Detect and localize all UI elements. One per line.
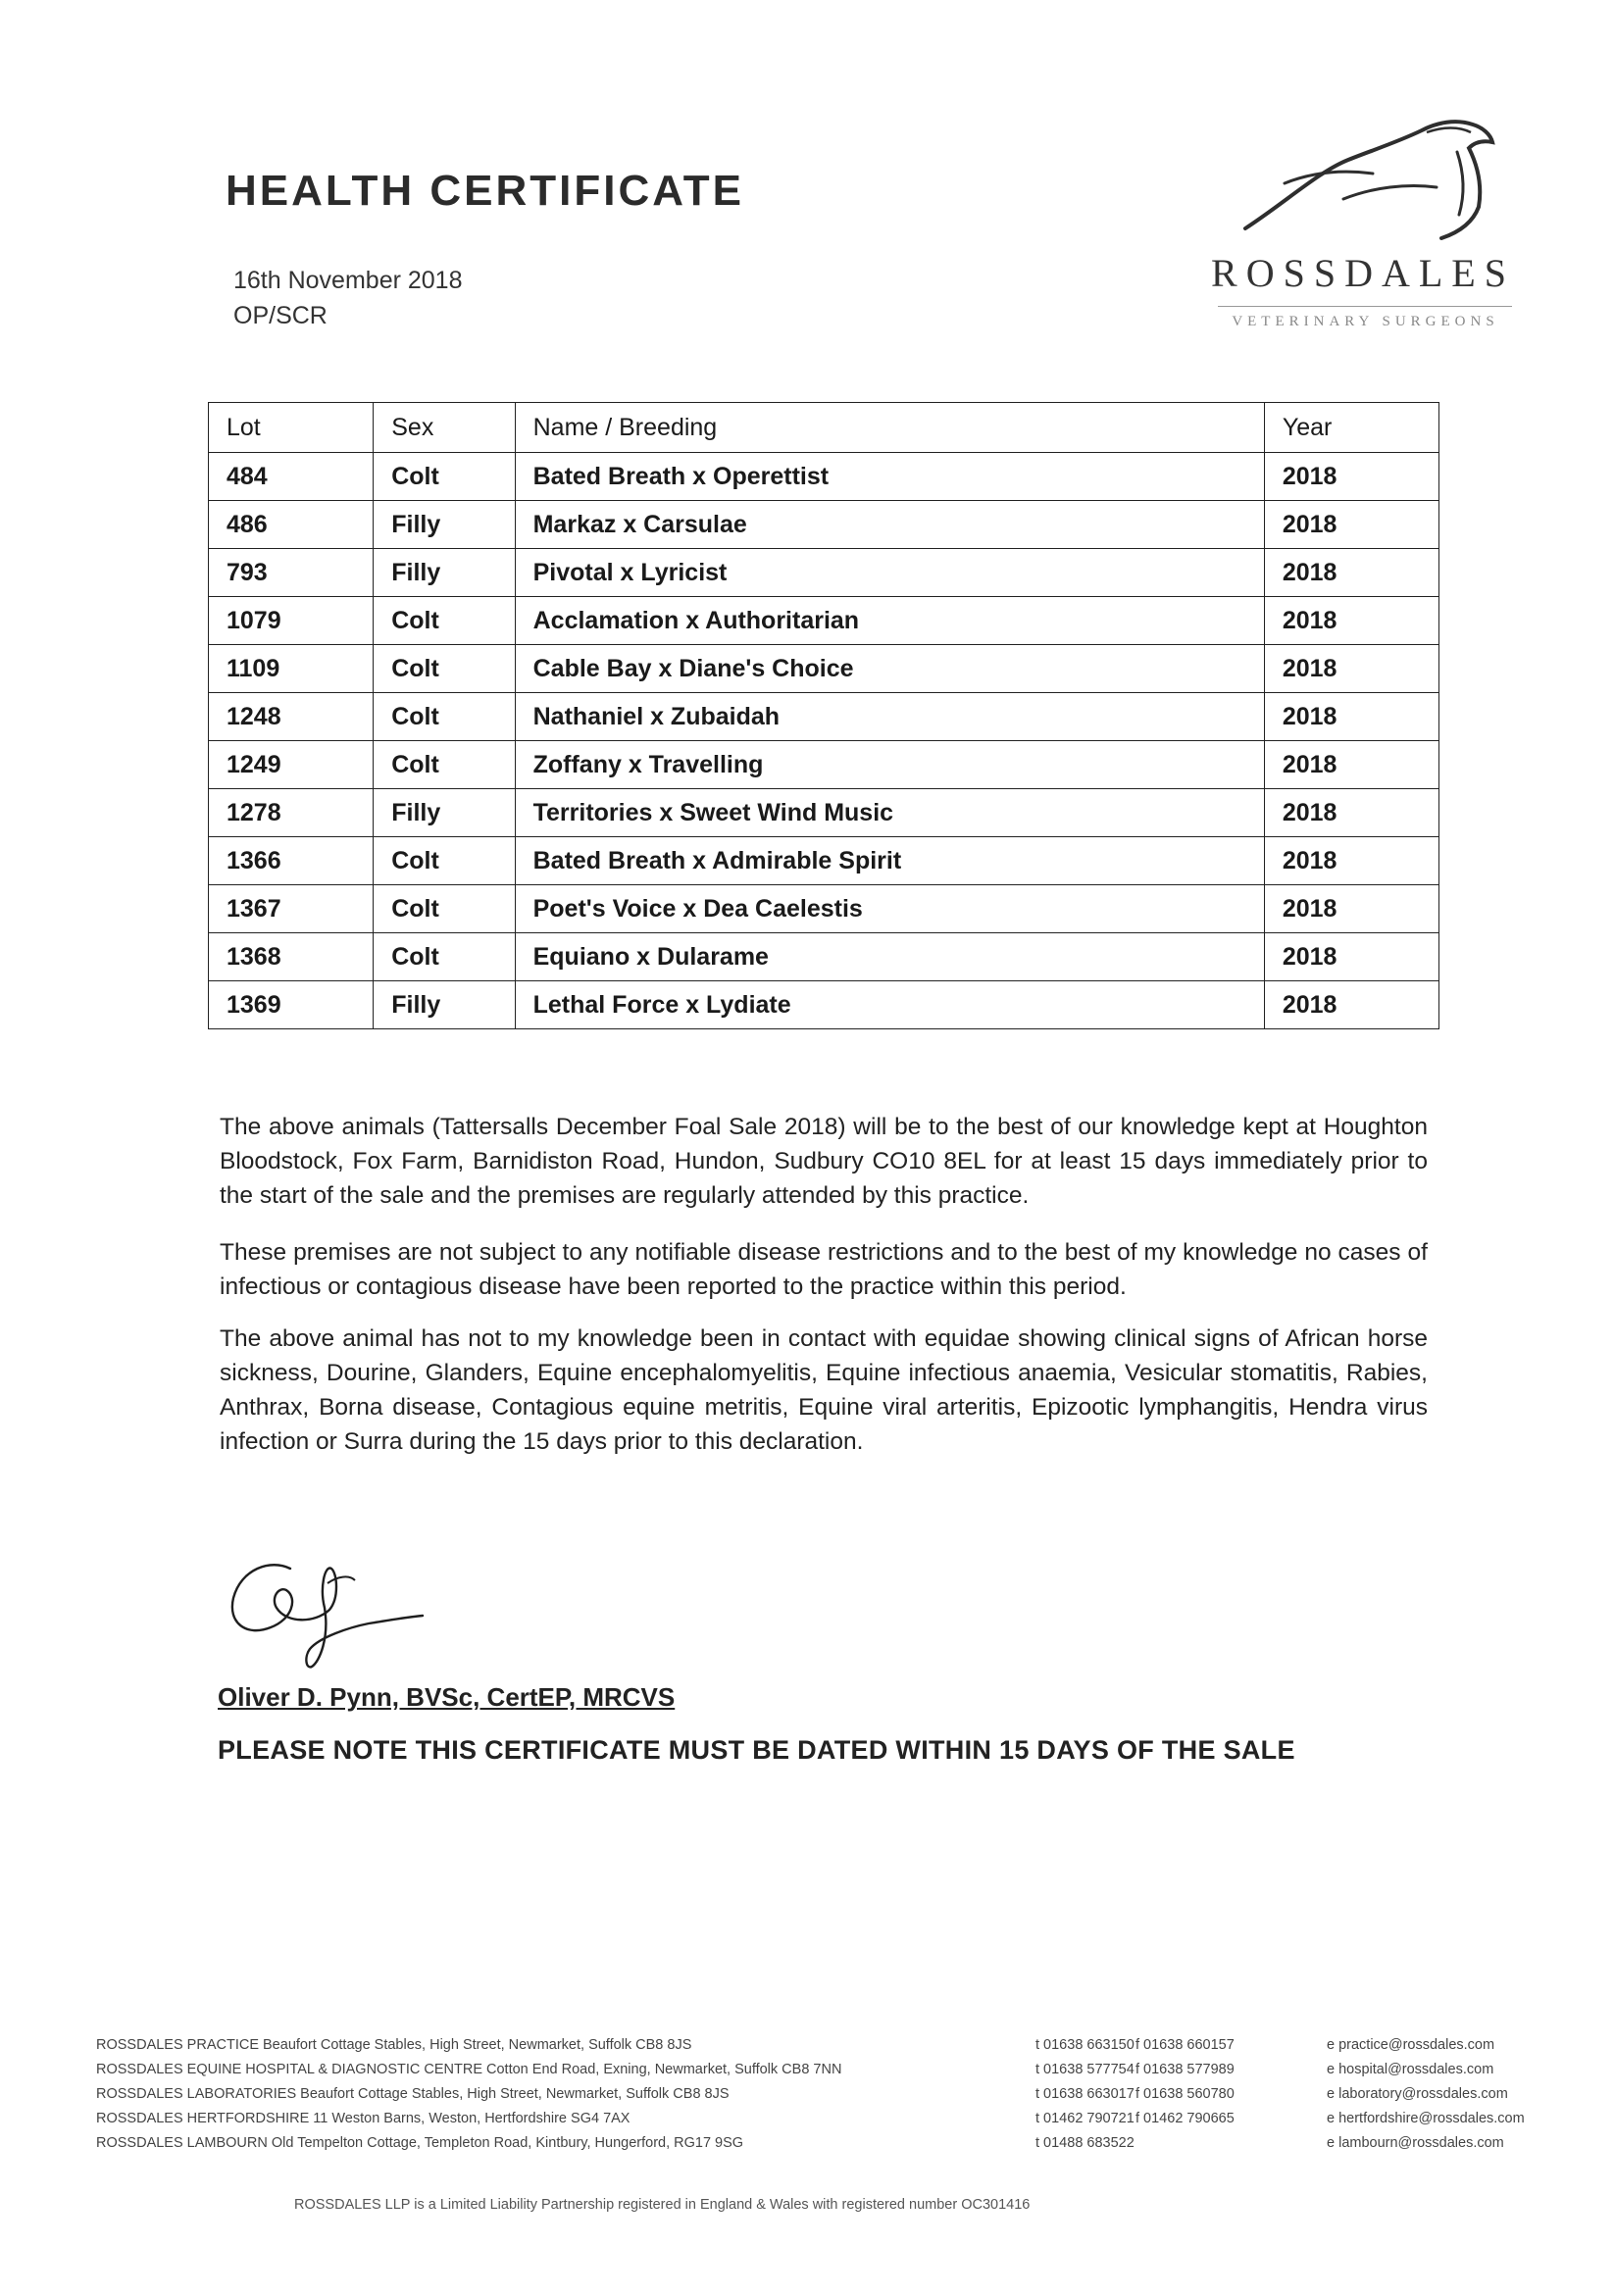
year-cell: 2018 [1264, 693, 1438, 741]
table-row [209, 789, 1439, 837]
sex-cell: Colt [374, 885, 515, 933]
table-row [209, 933, 1439, 981]
header-sex: Sex [374, 403, 515, 453]
footer-address: ROSSDALES EQUINE HOSPITAL & DIAGNOSTIC CENTRE Cotton End Road, Exning, Newmarket, Suffolk CB8 7NN [96, 2062, 842, 2077]
header-name-breeding: Name / Breeding [515, 403, 1264, 453]
footer-fax: f 01462 790665 [1135, 2111, 1235, 2126]
footer-email[interactable]: e laboratory@rossdales.com [1327, 2086, 1508, 2102]
lot-cell: 1249 [209, 741, 374, 789]
sex-cell: Colt [374, 645, 515, 693]
lot-cell: 1278 [209, 789, 374, 837]
breeding-cell: Markaz x Carsulae [515, 501, 1264, 549]
lot-cell: 486 [209, 501, 374, 549]
year-cell: 2018 [1264, 981, 1438, 1029]
breeding-cell: Zoffany x Travelling [515, 741, 1264, 789]
table-header-row [209, 403, 1439, 453]
footer-fax: f 01638 577989 [1135, 2062, 1235, 2077]
table-row [209, 837, 1439, 885]
table-row [209, 741, 1439, 789]
footer-telephone: t 01488 683522 [1035, 2135, 1135, 2151]
page-title: HEALTH CERTIFICATE [226, 167, 744, 215]
lot-cell: 1109 [209, 645, 374, 693]
signer-name: Oliver D. Pynn, BVSc, CertEP, MRCVS [218, 1682, 676, 1712]
year-cell: 2018 [1264, 645, 1438, 693]
sex-cell: Colt [374, 693, 515, 741]
table-row [209, 885, 1439, 933]
footer-fax: f 01638 660157 [1135, 2037, 1235, 2053]
certificate-date: 16th November 2018 [233, 267, 463, 294]
paragraph-restrictions: These premises are not subject to any notifiable disease restrictions and to the best of my knowledge no cases of infectious or contagious disease have been reported to the practice within this period. [220, 1239, 1428, 1300]
table-row [209, 693, 1439, 741]
breeding-cell: Poet's Voice x Dea Caelestis [515, 885, 1264, 933]
breeding-cell: Lethal Force x Lydiate [515, 981, 1264, 1029]
footer-telephone: t 01638 663017 [1035, 2086, 1135, 2102]
lot-cell: 1079 [209, 597, 374, 645]
lot-cell: 1369 [209, 981, 374, 1029]
lot-cell: 1366 [209, 837, 374, 885]
breeding-cell: Pivotal x Lyricist [515, 549, 1264, 597]
paragraph-disease-declaration: The above animal has not to my knowledge been in contact with equidae showing clinical signs of African horse sickness, Dourine, Glanders, Equine encephalomyelitis, Equine infectious anaemia, Vesicular stomatitis, Rabies, Anthrax, Borna disease, Contagious equine metritis, Equine viral arteritis, Epizootic lymphangitis, Hendra virus infection or Surra during the 15 days prior to this declaration. [220, 1325, 1428, 1455]
lot-cell: 1248 [209, 693, 374, 741]
breeding-cell: Cable Bay x Diane's Choice [515, 645, 1264, 693]
table-row [209, 597, 1439, 645]
footer-email[interactable]: e hertfordshire@rossdales.com [1327, 2111, 1525, 2126]
year-cell: 2018 [1264, 453, 1438, 501]
year-cell: 2018 [1264, 501, 1438, 549]
lot-cell: 793 [209, 549, 374, 597]
year-cell: 2018 [1264, 885, 1438, 933]
lot-cell: 484 [209, 453, 374, 501]
lot-cell: 1367 [209, 885, 374, 933]
breeding-cell: Bated Breath x Admirable Spirit [515, 837, 1264, 885]
logo-name: ROSSDALES [1211, 251, 1515, 295]
breeding-cell: Acclamation x Authoritarian [515, 597, 1264, 645]
horse-table [208, 402, 1439, 1029]
table-row [209, 645, 1439, 693]
footer-telephone: t 01638 663150 [1035, 2037, 1135, 2053]
sex-cell: Filly [374, 789, 515, 837]
footer-telephone: t 01462 790721 [1035, 2111, 1135, 2126]
dating-notice: PLEASE NOTE THIS CERTIFICATE MUST BE DATED WITHIN 15 DAYS OF THE SALE [218, 1735, 1295, 1765]
handwritten-signature [222, 1529, 477, 1676]
breeding-cell: Nathaniel x Zubaidah [515, 693, 1264, 741]
sex-cell: Filly [374, 549, 515, 597]
sex-cell: Filly [374, 501, 515, 549]
sex-cell: Filly [374, 981, 515, 1029]
year-cell: 2018 [1264, 837, 1438, 885]
year-cell: 2018 [1264, 933, 1438, 981]
sex-cell: Colt [374, 837, 515, 885]
header-year: Year [1264, 403, 1438, 453]
horse-head-icon [1226, 113, 1500, 245]
footer-address: ROSSDALES PRACTICE Beaufort Cottage Stables, High Street, Newmarket, Suffolk CB8 8JS [96, 2037, 692, 2053]
footer-telephone: t 01638 577754 [1035, 2062, 1135, 2077]
footer-email[interactable]: e practice@rossdales.com [1327, 2037, 1495, 2053]
logo-divider [1218, 306, 1512, 307]
table-row [209, 981, 1439, 1029]
breeding-cell: Territories x Sweet Wind Music [515, 789, 1264, 837]
logo-subtitle: VETERINARY SURGEONS [1232, 314, 1499, 329]
footer-address: ROSSDALES LABORATORIES Beaufort Cottage Stables, High Street, Newmarket, Suffolk CB8 8JS [96, 2086, 730, 2102]
year-cell: 2018 [1264, 597, 1438, 645]
certificate-reference: OP/SCR [233, 302, 328, 329]
table-row [209, 453, 1439, 501]
footer-registration-note: ROSSDALES LLP is a Limited Liability Partnership registered in England & Wales with registered number OC301416 [294, 2197, 1031, 2213]
footer-email[interactable]: e hospital@rossdales.com [1327, 2062, 1494, 2077]
table-row [209, 501, 1439, 549]
sex-cell: Colt [374, 453, 515, 501]
year-cell: 2018 [1264, 549, 1438, 597]
lot-cell: 1368 [209, 933, 374, 981]
table-row [209, 549, 1439, 597]
footer-email[interactable]: e lambourn@rossdales.com [1327, 2135, 1504, 2151]
sex-cell: Colt [374, 597, 515, 645]
year-cell: 2018 [1264, 789, 1438, 837]
footer-address: ROSSDALES HERTFORDSHIRE 11 Weston Barns, Weston, Hertfordshire SG4 7AX [96, 2111, 630, 2126]
breeding-cell: Bated Breath x Operettist [515, 453, 1264, 501]
breeding-cell: Equiano x Dularame [515, 933, 1264, 981]
year-cell: 2018 [1264, 741, 1438, 789]
header-lot: Lot [209, 403, 374, 453]
rossdales-logo [1206, 113, 1530, 348]
sex-cell: Colt [374, 933, 515, 981]
sex-cell: Colt [374, 741, 515, 789]
paragraph-premises: The above animals (Tattersalls December Foal Sale 2018) will be to the best of our knowledge kept at Houghton Bloodstock, Fox Farm, Barnidiston Road, Hundon, Sudbury CO10 8EL for at least 15 days immediately prior to the start of the sale and the premises are regularly attended by this practice. [220, 1114, 1428, 1209]
footer-address: ROSSDALES LAMBOURN Old Tempelton Cottage, Templeton Road, Kintbury, Hungerford, RG17 9SG [96, 2135, 744, 2151]
footer-fax: f 01638 560780 [1135, 2086, 1235, 2102]
